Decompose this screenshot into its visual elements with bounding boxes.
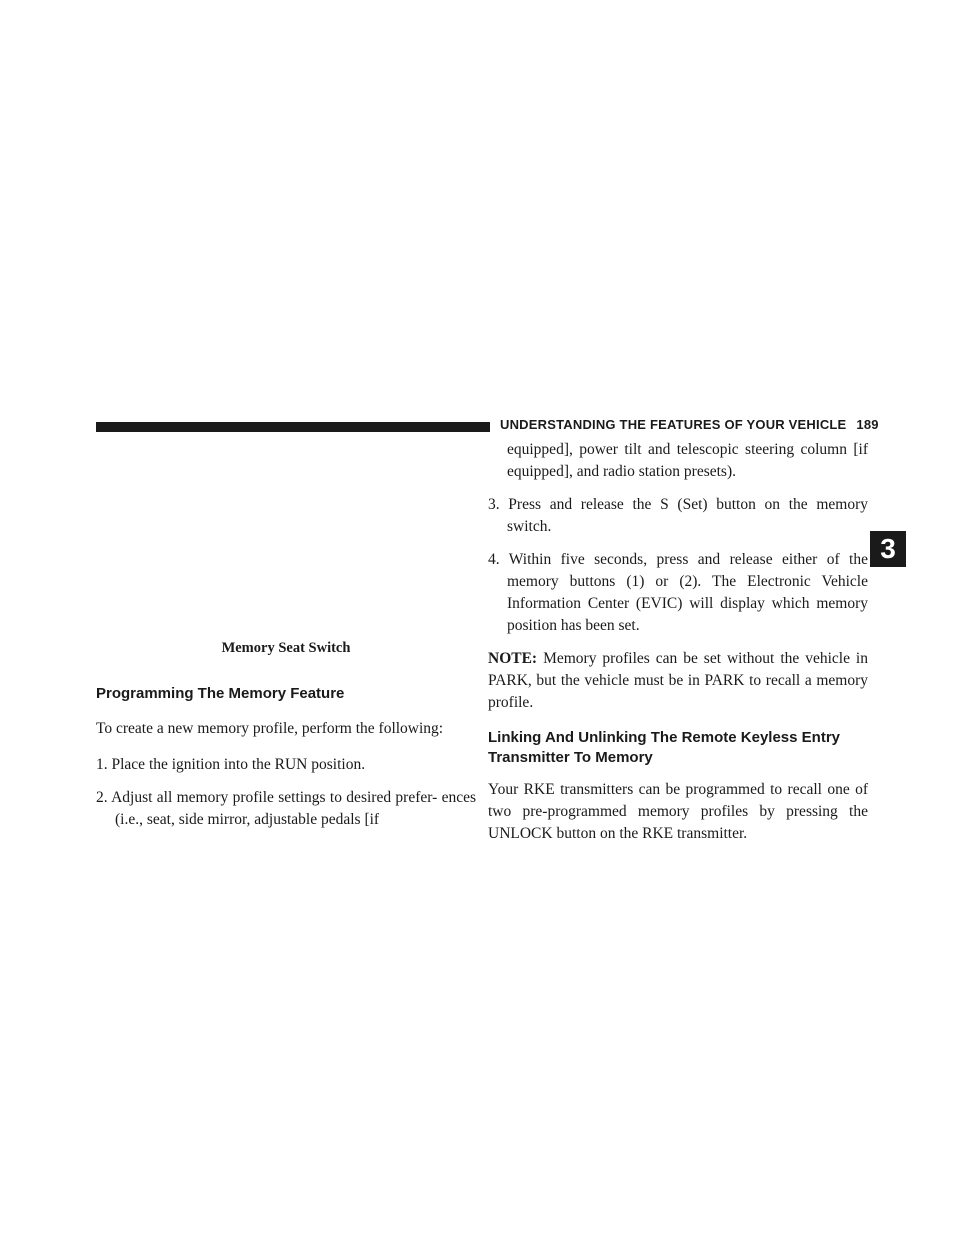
- section-heading-rke: Linking And Unlinking The Remote Keyless Entry Transmitter To Memory: [488, 729, 840, 766]
- rke-paragraph: Your RKE transmitters can be programmed to recall one of two pre-programmed memory profiles by pressing the UNLOCK button on the RKE transmitter.: [488, 781, 868, 842]
- page-number: 189: [856, 417, 879, 432]
- header-rule: [96, 422, 490, 432]
- step-4: 4. Within five seconds, press and release either of the memory buttons (1) or (2). The Electronic Vehicle Information Center (EVIC) will display which memory position has been set.: [488, 551, 868, 634]
- step-3: 3. Press and release the S (Set) button on the memory switch.: [488, 496, 868, 535]
- note-label: NOTE:: [488, 650, 538, 667]
- step-2-continued: equipped], power tilt and telescopic steering column [if equipped], and radio station presets).: [507, 441, 868, 480]
- chapter-tab: 3: [870, 531, 906, 567]
- note-paragraph: [488, 648, 868, 714]
- section-heading: Programming The Memory Feature: [96, 685, 345, 702]
- right-column: [488, 439, 868, 845]
- running-header: [500, 417, 879, 432]
- header-title: UNDERSTANDING THE FEATURES OF YOUR VEHICLE: [500, 417, 847, 432]
- figure-caption: Memory Seat Switch: [221, 640, 351, 656]
- intro-paragraph: To create a new memory profile, perform the following:: [96, 720, 444, 737]
- step-1: 1. Place the ignition into the RUN position.: [96, 756, 366, 773]
- step-2: 2. Adjust all memory profile settings to desired prefer- ences (i.e., seat, side mirror, adjustable pedals [if: [96, 789, 476, 828]
- note-text: Memory profiles can be set without the vehicle in PARK, but the vehicle must be in PARK to recall a memory profile.: [488, 650, 868, 711]
- left-column: [96, 684, 476, 831]
